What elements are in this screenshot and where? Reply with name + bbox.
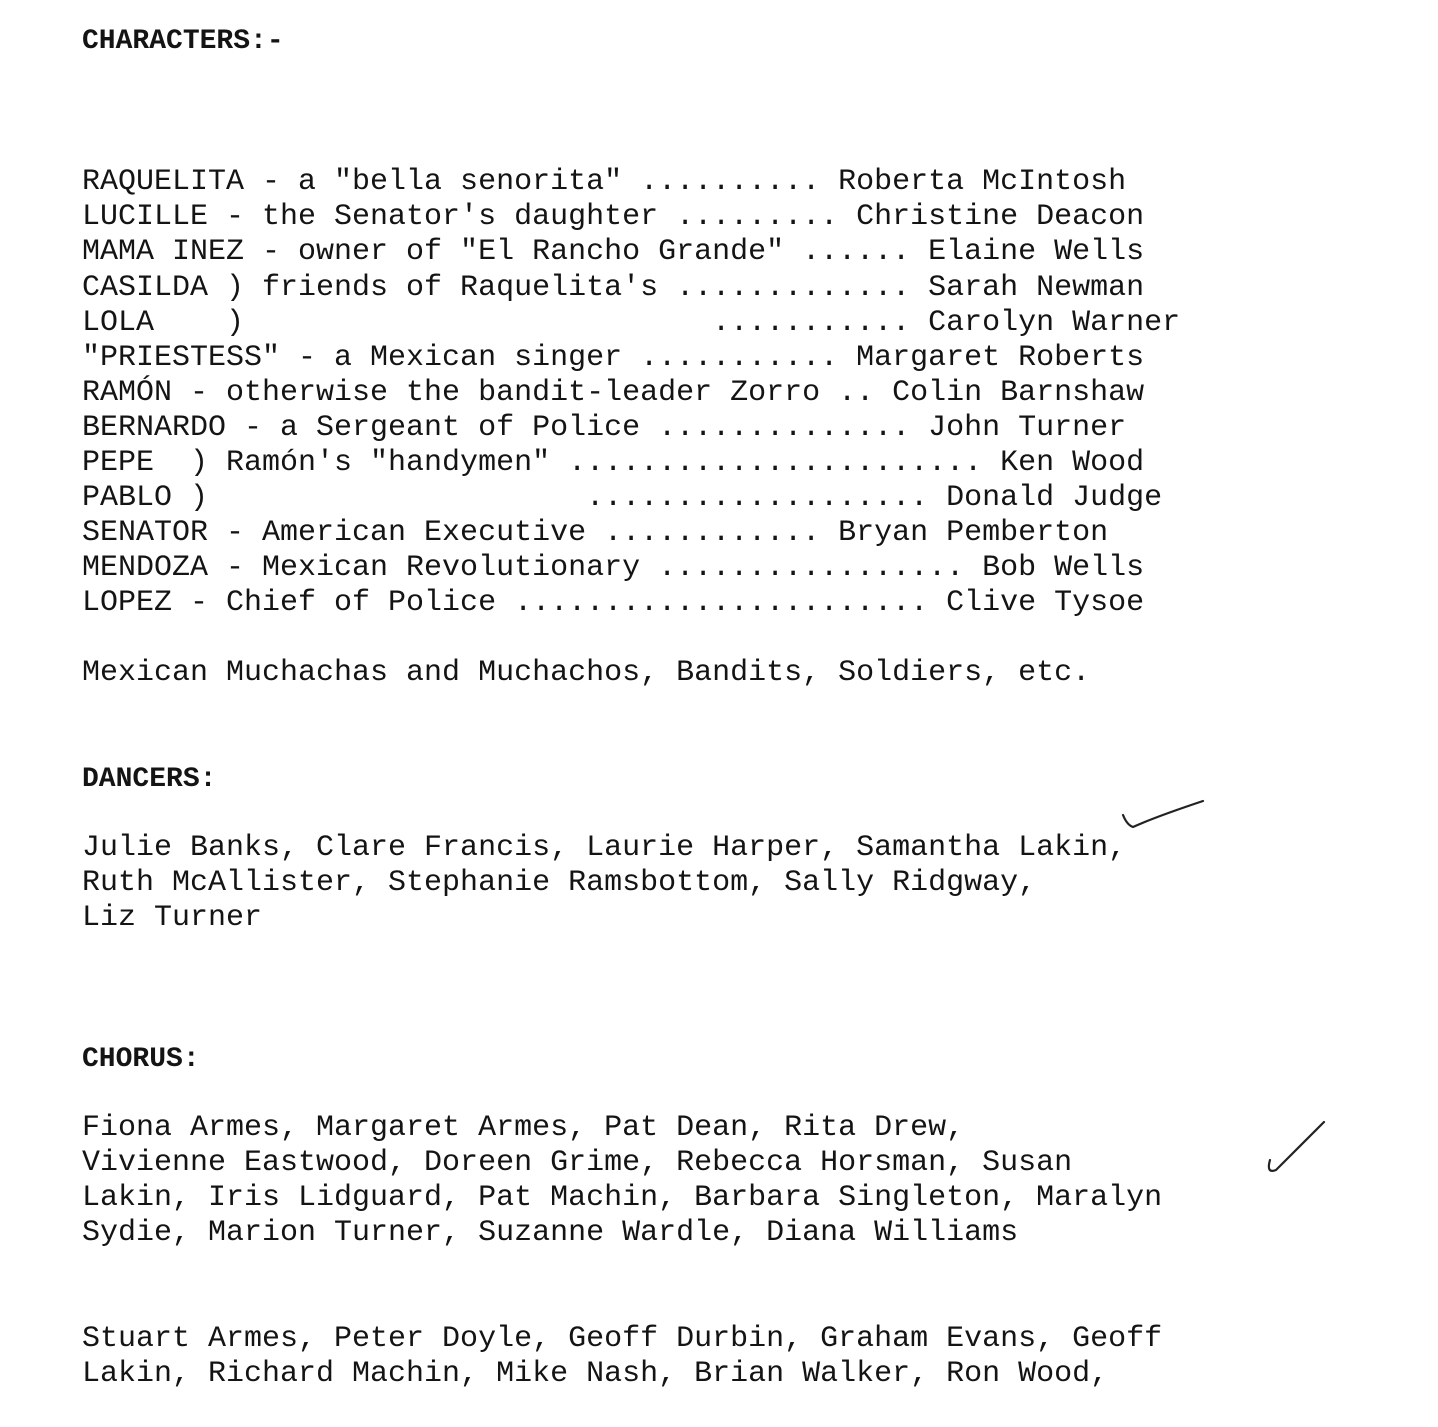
- dancers-heading: DANCERS:: [82, 764, 217, 795]
- cast-row: BERNARDO - a Sergeant of Police .............. John Turner: [82, 411, 1127, 445]
- cast-row: LOPEZ - Chief of Police ....................... Clive Tysoe: [82, 586, 1145, 620]
- cast-row: SENATOR - American Executive ............ Bryan Pemberton: [82, 516, 1109, 550]
- chorus-line: Lakin, Richard Machin, Mike Nash, Brian Walker, Ron Wood,: [82, 1357, 1109, 1391]
- cast-row: MAMA INEZ - owner of "El Rancho Grande" ...... Elaine Wells: [82, 235, 1145, 269]
- cast-row: "PRIESTESS" - a Mexican singer ........... Margaret Roberts: [82, 341, 1145, 375]
- cast-row: CASILDA ) friends of Raquelita's ............. Sarah Newman: [82, 271, 1145, 305]
- dancers-line: Ruth McAllister, Stephanie Ramsbottom, Sally Ridgway,: [82, 866, 1037, 900]
- chorus-line: Vivienne Eastwood, Doreen Grime, Rebecca Horsman, Susan: [82, 1146, 1073, 1180]
- cast-row: RAMÓN - otherwise the bandit-leader Zorro .. Colin Barnshaw: [82, 376, 1145, 410]
- cast-row: PEPE ) Ramón's "handymen" ....................... Ken Wood: [82, 446, 1145, 480]
- dancers-line: Julie Banks, Clare Francis, Laurie Harper, Samantha Lakin,: [82, 831, 1127, 865]
- check-mark-icon: [1258, 1118, 1333, 1183]
- chorus-line: Sydie, Marion Turner, Suzanne Wardle, Diana Williams: [82, 1216, 1019, 1250]
- chorus-line: Stuart Armes, Peter Doyle, Geoff Durbin, Graham Evans, Geoff: [82, 1322, 1163, 1356]
- chorus-heading: CHORUS:: [82, 1044, 200, 1075]
- cast-row: RAQUELITA - a "bella senorita" .......... Roberta McIntosh: [82, 165, 1127, 199]
- chorus-line: Lakin, Iris Lidguard, Pat Machin, Barbara Singleton, Maralyn: [82, 1181, 1163, 1215]
- ensemble-line: Mexican Muchachas and Muchachos, Bandits, Soldiers, etc.: [82, 656, 1091, 690]
- cast-row: PABLO ) ................... Donald Judge: [82, 481, 1163, 515]
- chorus-line: Fiona Armes, Margaret Armes, Pat Dean, Rita Drew,: [82, 1111, 965, 1145]
- cast-row: MENDOZA - Mexican Revolutionary ................. Bob Wells: [82, 551, 1145, 585]
- characters-heading: CHARACTERS:-: [82, 26, 284, 57]
- check-mark-icon: [1115, 795, 1210, 835]
- cast-row: LUCILLE - the Senator's daughter ......... Christine Deacon: [82, 200, 1145, 234]
- cast-row: LOLA ) ........... Carolyn Warner: [82, 306, 1181, 340]
- dancers-line: Liz Turner: [82, 901, 263, 935]
